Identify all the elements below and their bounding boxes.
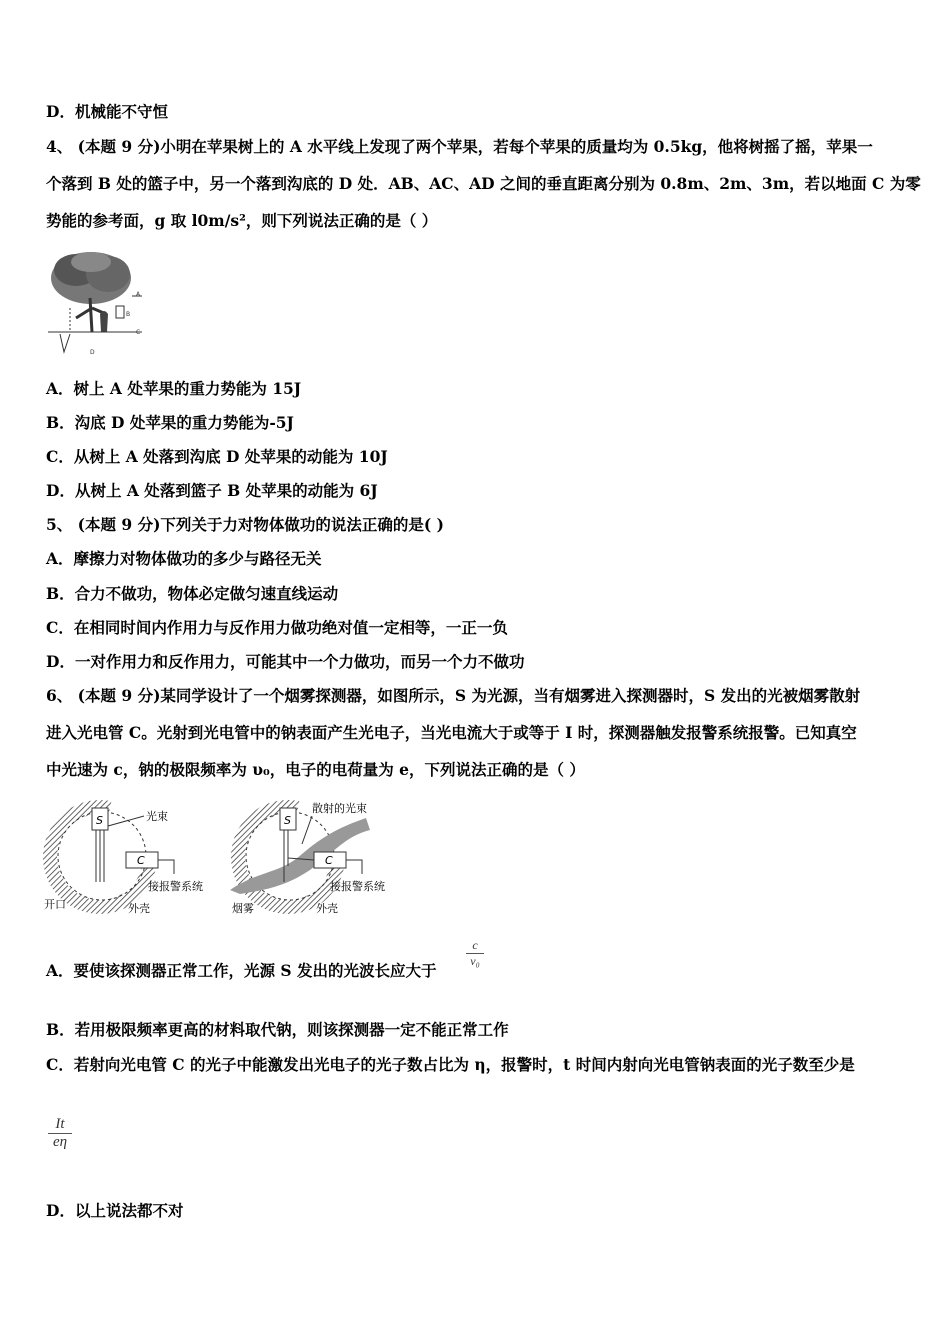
q3-option-d: D．机械能不守恒 <box>46 102 168 121</box>
fig-label-b: B <box>126 311 131 318</box>
q4-option-b: B．沟底 D 处苹果的重力势能为-5J <box>46 413 294 432</box>
fig-label-a: A <box>136 291 141 298</box>
q5-option-b: B．合力不做功，物体必定做匀速直线运动 <box>46 584 339 603</box>
fig1-label-shell: 外壳 <box>128 902 150 915</box>
q6-stem-line3: 中光速为 c，钠的极限频率为 υ₀，电子的电荷量为 e，下列说法正确的是（ ） <box>46 760 585 779</box>
q4-stem-line1: 4、 (本题 9 分)小明在苹果树上的 A 水平线上发现了两个苹果，若每个苹果的质量均为 0.5kg，他将树摇了摇，苹果一 <box>46 137 873 156</box>
detector-figure-smoke <box>230 801 385 915</box>
q4-option-a: A．树上 A 处苹果的重力势能为 15J <box>46 379 302 398</box>
fig2-label-smoke: 烟雾 <box>232 902 254 915</box>
q4-stem-line3: 势能的参考面，g 取 l0m/s²，则下列说法正确的是（ ） <box>46 211 438 230</box>
smoke-detector-figure <box>40 794 400 918</box>
q6-stem-line2: 进入光电管 C。光射到光电管中的钠表面产生光电子，当光电流大于或等于 I 时，探测器触发报警系统报警。已知真空 <box>46 723 857 742</box>
q6-option-a: A．要使该探测器正常工作，光源 S 发出的光波长应大于 <box>46 961 437 980</box>
q4-option-d: D．从树上 A 处落到篮子 B 处苹果的动能为 6J <box>46 481 378 500</box>
fig1-label-c: C <box>137 854 145 867</box>
q6-option-a-fraction <box>466 938 484 969</box>
fig-label-d: D <box>90 349 95 356</box>
frac-a-numerator: c <box>472 938 478 952</box>
q6-option-c: C．若射向光电管 C 的光子中能激发出光电子的光子数占比为 η，报警时，t 时间内射向光电管钠表面的光子数至少是 <box>46 1055 855 1074</box>
q6-option-b: B．若用极限频率更高的材料取代钠，则该探测器一定不能正常工作 <box>46 1020 509 1039</box>
frac-a-denominator: v₀ <box>470 954 480 968</box>
q5-option-c: C．在相同时间内作用力与反作用力做功绝对值一定相等，一正一负 <box>46 618 508 637</box>
frac-c-numerator: It <box>55 1116 65 1132</box>
q5-stem: 5、 (本题 9 分)下列关于力对物体做功的说法正确的是( ) <box>46 515 444 534</box>
q6-stem-line1: 6、 (本题 9 分)某同学设计了一个烟雾探测器，如图所示，S 为光源，当有烟雾进入探测器时，S 发出的光被烟雾散射 <box>46 686 861 705</box>
q5-option-a: A．摩擦力对物体做功的多少与路径无关 <box>46 549 322 568</box>
fig1-label-alarm: 接报警系统 <box>148 880 203 893</box>
fig1-label-s: S <box>96 814 103 827</box>
fig2-label-shell: 外壳 <box>316 902 338 915</box>
apple-tree-figure <box>46 248 146 360</box>
q6-option-c-fraction <box>48 1116 72 1151</box>
q5-option-d: D．一对作用力和反作用力，可能其中一个力做功，而另一个力不做功 <box>46 652 525 671</box>
q6-option-d: D．以上说法都不对 <box>46 1201 184 1220</box>
fig2-label-c: C <box>325 854 333 867</box>
detector-figure-normal <box>44 807 203 915</box>
q4-stem-line2: 个落到 B 处的篮子中，另一个落到沟底的 D 处．AB、AC、AD 之间的垂直距离分别为 0.8m、2m、3m，若以地面 C 为零 <box>46 174 921 193</box>
fig2-label-alarm: 接报警系统 <box>330 880 385 893</box>
frac-c-denominator: eη <box>52 1134 68 1150</box>
fig2-label-s: S <box>284 814 291 827</box>
fig2-label-scattered: 散射的光束 <box>312 802 367 815</box>
fig1-label-beam: 光束 <box>146 810 168 823</box>
q4-option-c: C．从树上 A 处落到沟底 D 处苹果的动能为 10J <box>46 447 388 466</box>
fig-label-c: C <box>136 329 141 336</box>
fig1-label-opening: 开口 <box>44 898 66 911</box>
